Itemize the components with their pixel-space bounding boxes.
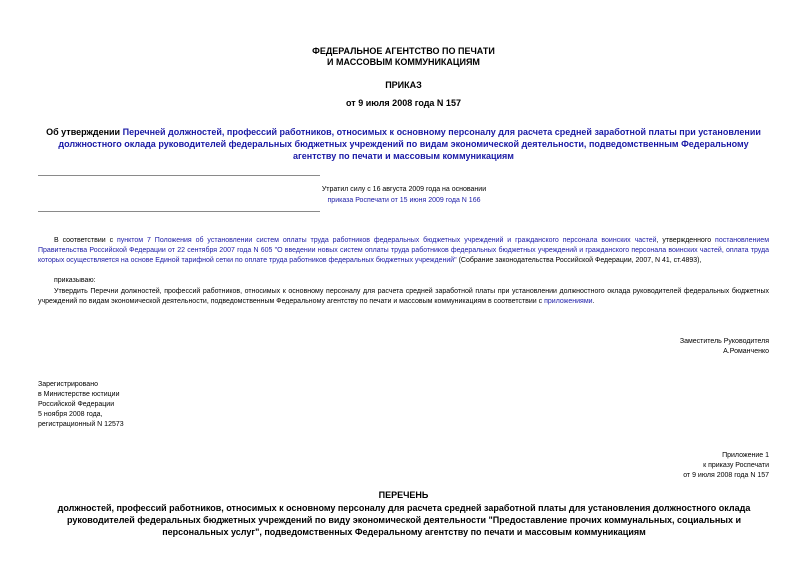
registration-block — [38, 380, 124, 430]
title-link[interactable]: Перечней должностей, профессий работников, относимых к основному персоналу для расчета средней заработной платы при установлении должностного оклада руководителей федеральных бюджетных учреждений по видам экономической деятельности, подведомственным Федеральному агентству по печати и массовым коммуникациям — [58, 127, 761, 161]
title-prefix: Об утверждении — [46, 127, 123, 137]
order-link-appendices[interactable]: приложениями — [544, 298, 593, 305]
list-heading: ПЕРЕЧЕНЬ — [378, 490, 429, 500]
preamble-link-resolution[interactable]: постановлением Правительства Российской Федерации от 22 сентября 2007 года N 605 "О введении новых систем оплаты труда работников федеральных бюджетных учреждений и гражданского персонала воинских частей, оплата труда которых осуществляется на основе Единой тарифной сетки по оплате труда работников федеральных бюджетных учреждений" — [38, 237, 770, 264]
registration-line-1: Зарегистрировано — [38, 381, 98, 388]
agency-line-1: ФЕДЕРАЛЬНОЕ АГЕНТСТВО ПО ПЕЧАТИ — [312, 46, 495, 56]
appendix-line-1: Приложение 1 — [722, 452, 769, 459]
order-word: приказываю: — [54, 277, 96, 284]
order-text: Утвердить Перечни должностей, профессий работников, относимых к основному персоналу для расчета средней заработной платы при установлении должностного оклада руководителей федеральных бюджетных учреждений по видам экономической деятельности, подведомственным Федеральному агентству по печати и массовым коммуникациям в соответствии с — [38, 288, 769, 305]
status-note-link[interactable]: приказа Роспечати от 15 июня 2009 года N 166 — [327, 197, 481, 204]
doc-type: ПРИКАЗ — [385, 80, 422, 90]
signature-block — [680, 337, 769, 357]
registration-line-3: Российской Федерации — [38, 401, 115, 408]
doc-date-number: от 9 июля 2008 года N 157 — [346, 98, 461, 108]
preamble-text-2: , утвержденного — [656, 237, 716, 244]
status-note-text: Утратил силу с 16 августа 2009 года на основании — [321, 186, 487, 193]
signature-position: Заместитель Руководителя — [679, 338, 769, 345]
doc-title — [38, 126, 769, 162]
agency-line-2: И МАССОВЫМ КОММУНИКАЦИЯМ — [327, 57, 480, 67]
preamble-text-3: (Собрание законодательства Российской Федерации, 2007, N 41, ст.4893), — [456, 257, 702, 264]
preamble-text-1: В соответствии с — [54, 237, 117, 244]
list-description: должностей, профессий работников, относимых к основному персоналу для расчета средней заработной платы для установления должностного оклада руководителей федеральных бюджетных учреждений по виду экономической деятельности "Предоставление прочих коммунальных, социальных и персональных услуг", подведомственных Федеральному агентству по печати и массовым коммуникациям — [57, 503, 751, 537]
appendix-line-2: к приказу Роспечати — [703, 462, 769, 469]
signature-name: А.Романченко — [723, 348, 769, 355]
appendix-line-3: от 9 июля 2008 года N 157 — [683, 472, 769, 479]
status-note — [300, 184, 508, 206]
order-text-end: . — [592, 298, 595, 305]
preamble-link-regulation[interactable]: пунктом 7 Положения об установлении систем оплаты труда работников федеральных бюджетных учреждений и гражданского персонала воинских частей — [116, 237, 657, 244]
order-paragraph — [38, 287, 769, 307]
divider-top — [38, 175, 320, 176]
preamble-paragraph — [38, 236, 769, 266]
divider-bottom — [38, 211, 320, 212]
appendix-block — [683, 451, 769, 481]
agency-name — [0, 46, 807, 68]
registration-line-4: 5 ноября 2008 года, — [38, 411, 103, 418]
registration-line-2: в Министерстве юстиции — [38, 391, 120, 398]
registration-line-5: регистрационный N 12573 — [38, 421, 124, 428]
